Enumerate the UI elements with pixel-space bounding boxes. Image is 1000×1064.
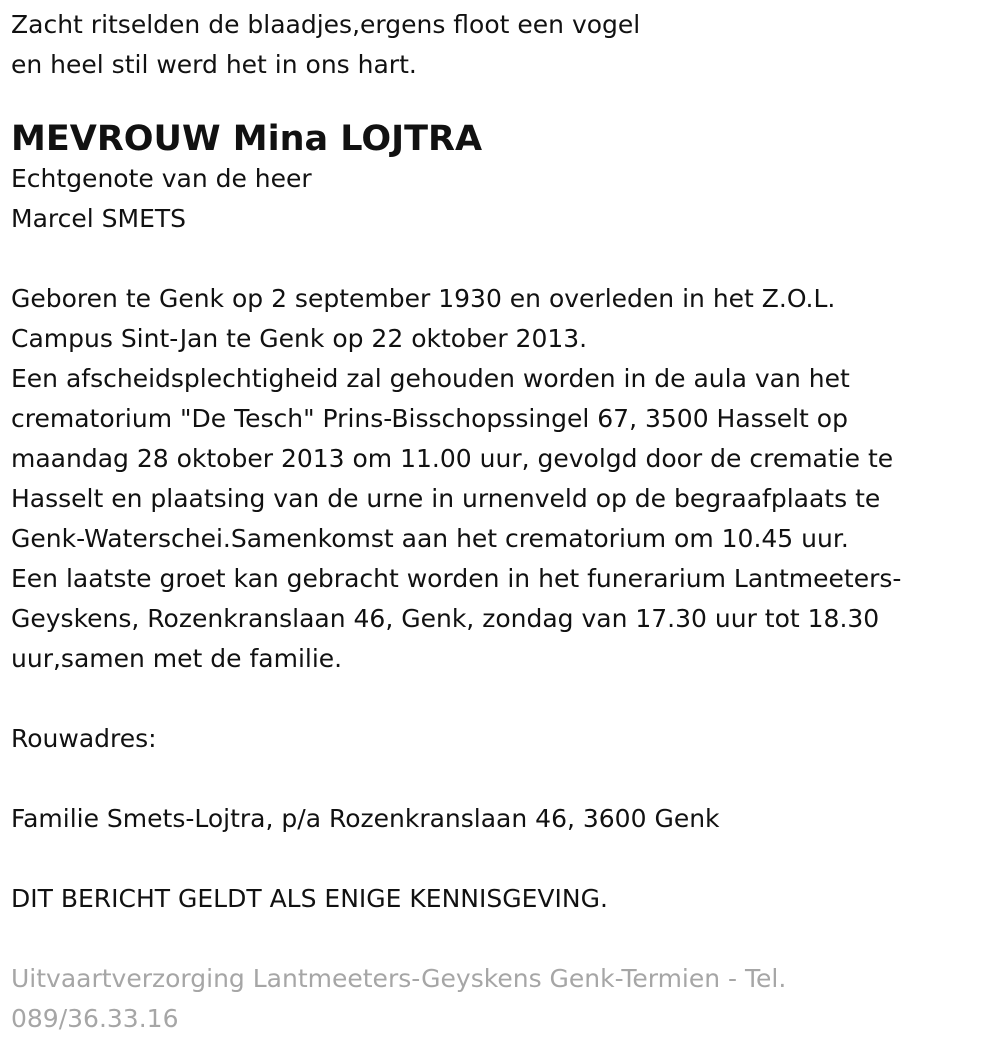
spacer [11, 919, 991, 959]
body-line: Geboren te Genk op 2 september 1930 en overleden in het Z.O.L. [11, 284, 836, 313]
spacer [11, 239, 991, 279]
spouse-line: Marcel SMETS [11, 204, 187, 233]
footer-line: Uitvaartverzorging Lantmeeters-Geyskens Genk-Termien - Tel. [11, 964, 787, 993]
footer-phone: 089/36.33.16 [11, 1004, 179, 1033]
poem-line: Zacht ritselden de blaadjes,ergens floot een vogel [11, 10, 641, 39]
announcement-body [11, 279, 991, 679]
deceased-name: MEVROUW Mina LOJTRA [11, 119, 483, 159]
body-line: uur,samen met de familie. [11, 644, 343, 673]
body-line: Campus Sint-Jan te Genk op 22 oktober 2013. [11, 324, 588, 353]
spouse-info [11, 159, 991, 239]
body-line: Hasselt en plaatsing van de urne in urnenveld op de begraafplaats te [11, 484, 881, 513]
poem [11, 0, 991, 85]
body-line: Geyskens, Rozenkranslaan 46, Genk, zondag van 17.30 uur tot 18.30 [11, 604, 880, 633]
obituary-notice [11, 0, 991, 1039]
notice: DIT BERICHT GELDT ALS ENIGE KENNISGEVING. [11, 884, 608, 913]
funeral-home-footer [11, 959, 991, 1039]
poem-line: en heel stil werd het in ons hart. [11, 50, 417, 79]
address-label: Rouwadres: [11, 724, 157, 753]
body-line: Genk-Waterschei.Samenkomst aan het crematorium om 10.45 uur. [11, 524, 849, 553]
address: Familie Smets-Lojtra, p/a Rozenkranslaan 46, 3600 Genk [11, 804, 720, 833]
spacer [11, 759, 991, 799]
spouse-line: Echtgenote van de heer [11, 164, 312, 193]
spacer [11, 85, 991, 113]
spacer [11, 839, 991, 879]
body-line: Een laatste groet kan gebracht worden in het funerarium Lantmeeters- [11, 564, 902, 593]
body-line: crematorium "De Tesch" Prins-Bisschopssingel 67, 3500 Hasselt op [11, 404, 848, 433]
body-line: Een afscheidsplechtigheid zal gehouden worden in de aula van het [11, 364, 850, 393]
body-line: maandag 28 oktober 2013 om 11.00 uur, gevolgd door de crematie te [11, 444, 894, 473]
spacer [11, 679, 991, 719]
